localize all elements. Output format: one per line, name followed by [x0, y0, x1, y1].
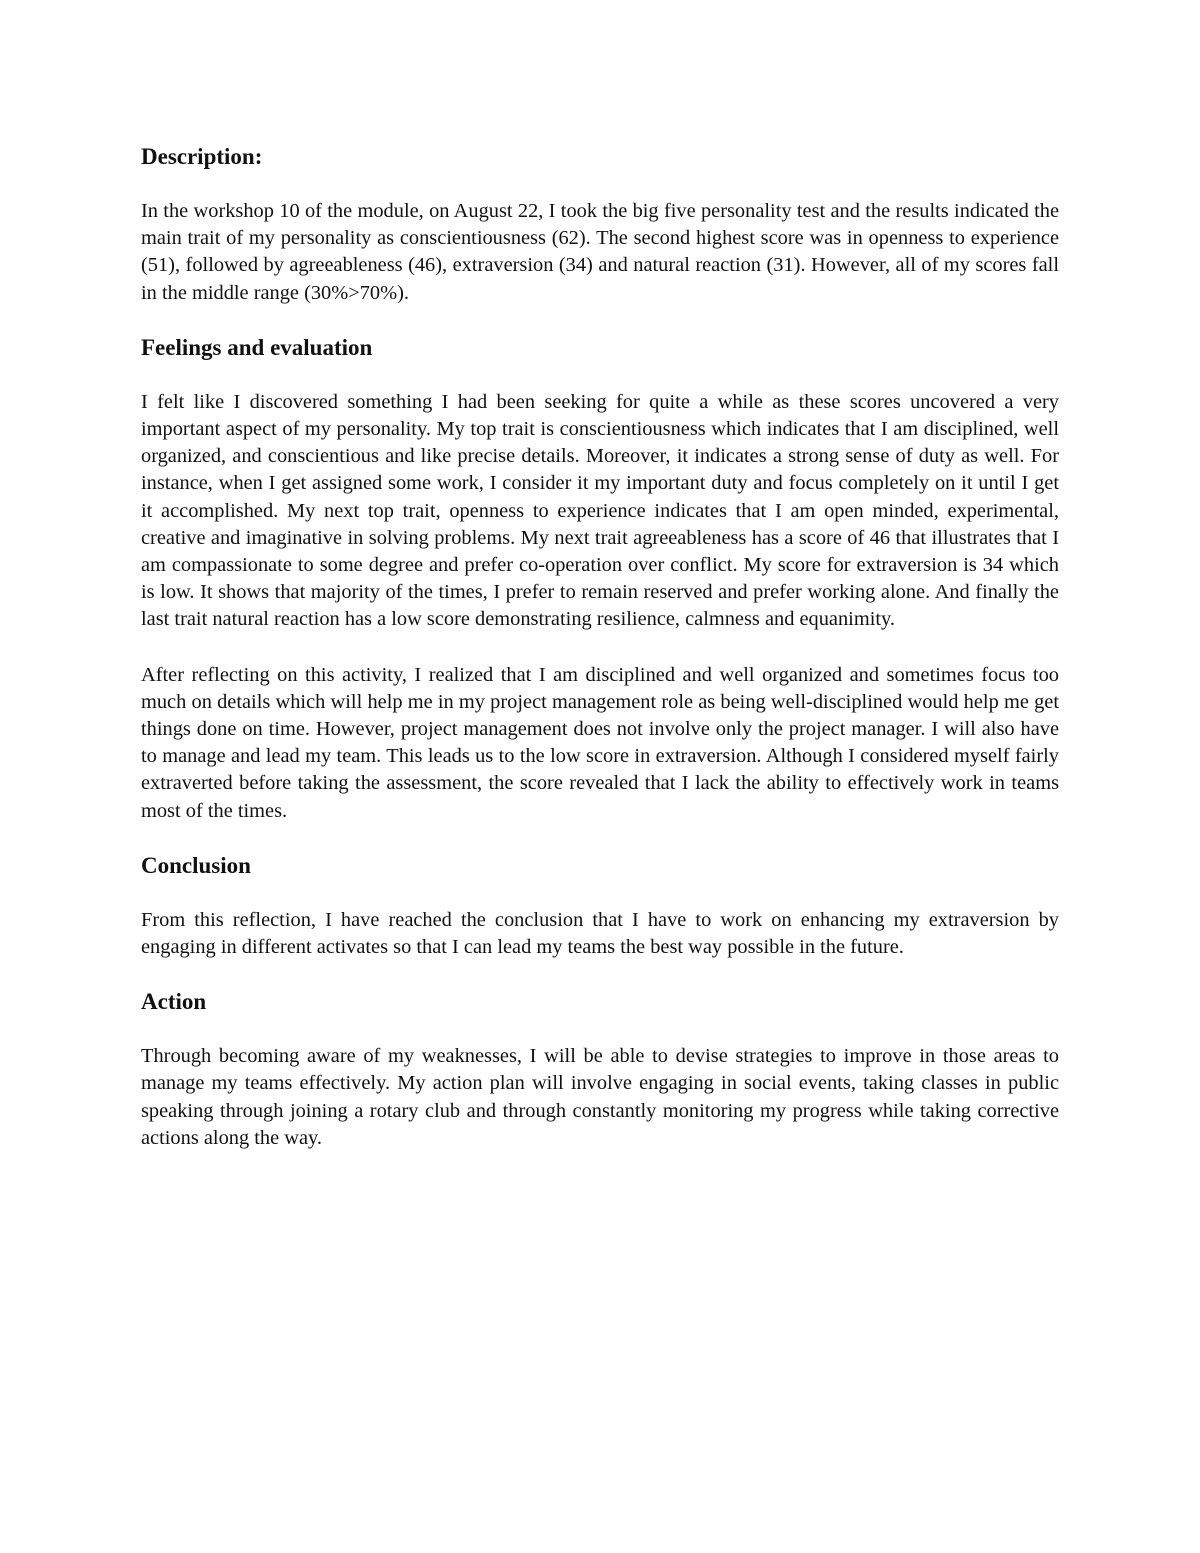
paragraph: From this reflection, I have reached the conclusion that I have to work on enhancing my extraversion by engaging in different activates so that I can lead my teams the best way possible in the future.	[141, 908, 1059, 959]
section-heading: Description:	[141, 144, 263, 169]
section-heading: Feelings and evaluation	[141, 334, 373, 360]
section-conclusion	[141, 851, 1059, 961]
document-body	[141, 142, 1059, 1180]
section-feelings-and-evaluation	[141, 333, 1059, 825]
section-heading: Action	[141, 989, 207, 1015]
paragraph: In the workshop 10 of the module, on August 22, I took the big five personality test and the results indicated the main trait of my personality as conscientiousness (62). The second highest score was in openness to experience (51), followed by agreeableness (46), extraversion (34) and natural reaction (31). However, all of my scores fall in the middle range (30%>70%).	[141, 200, 1059, 304]
paragraph: Through becoming aware of my weaknesses, I will be able to devise strategies to improve in those areas to manage my teams effectively. My action plan will involve engaging in social events, taking classes in public speaking through joining a rotary club and through constantly monitoring my progress while taking corrective actions along the way.	[141, 1045, 1059, 1149]
section-action	[141, 987, 1059, 1152]
paragraph: I felt like I discovered something I had been seeking for quite a while as these scores uncovered a very important aspect of my personality. My top trait is conscientiousness which indicates that I am disciplined, well organized, and conscientious and like precise details. Moreover, it indicates a strong sense of duty as well. For instance, when I get assigned some work, I consider it my important duty and focus completely on it until I get it accomplished. My next top trait, openness to experience indicates that I am open minded, experimental, creative and imaginative in solving problems. My next trait agreeableness has a score of 46 that illustrates that I am compassionate to some degree and prefer co-operation over conflict. My score for extraversion is 34 which is low. It shows that majority of the times, I prefer to remain reserved and prefer working alone. And finally the last trait natural reaction has a low score demonstrating resilience, calmness and equanimity.	[141, 390, 1059, 631]
section-heading: Conclusion	[141, 852, 251, 878]
section-description	[141, 142, 1059, 307]
paragraph: After reflecting on this activity, I realized that I am disciplined and well organized and sometimes focus too much on details which will help me in my project management role as being well-disciplined would help me get things done on time. However, project management does not involve only the project manager. I will also have to manage and lead my team. This leads us to the low score in extraversion. Although I considered myself fairly extraverted before taking the assessment, the score revealed that I lack the ability to effectively work in teams most of the times.	[141, 663, 1059, 822]
